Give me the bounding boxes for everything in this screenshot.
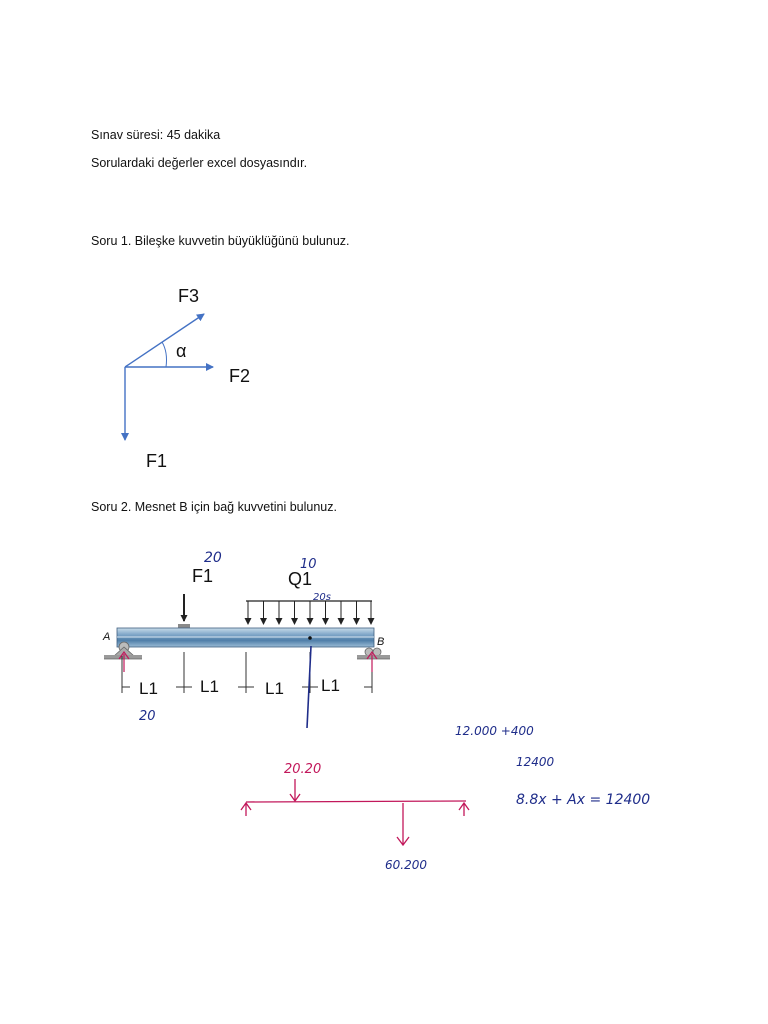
handwritten-load-center: 60.200	[385, 858, 427, 872]
question-1-text: Soru 1. Bileşke kuvvetin büyüklüğünü bulunuz.	[91, 234, 350, 248]
f2-label: F2	[229, 366, 251, 386]
beam-center-dot	[308, 636, 312, 640]
handwritten-q1-value: 10	[300, 557, 317, 572]
support-b-label: B	[377, 636, 385, 648]
handwritten-f1-value: 20	[204, 550, 222, 566]
span-label-2: L1	[200, 677, 219, 696]
exam-duration-text: Sınav süresi: 45 dakika	[91, 128, 221, 142]
beam-q1-label: Q1	[288, 569, 313, 589]
handwritten-q1-extra: 20s	[313, 592, 331, 603]
distributed-load-q1	[246, 601, 372, 624]
force-vector-diagram	[125, 286, 250, 471]
alpha-label: α	[176, 341, 187, 361]
handwritten-load-left: 20.20	[284, 762, 322, 777]
span-label-4: L1	[321, 676, 340, 695]
beam-diagram	[102, 550, 390, 728]
handwritten-span-value: 20	[139, 709, 156, 724]
handwritten-calc-line-2: 12400	[516, 755, 555, 769]
handwritten-calc-line-1: 12.000 +400	[455, 724, 534, 738]
beam-f1-label: F1	[192, 566, 214, 586]
question-2-text: Soru 2. Mesnet B için bağ kuvvetini bulunuz.	[91, 500, 337, 514]
alpha-angle-arc	[162, 342, 167, 367]
f3-vector-arrow	[125, 314, 204, 367]
f3-label: F3	[178, 286, 200, 306]
f1-label: F1	[146, 451, 168, 471]
support-a-label: A	[103, 631, 111, 643]
span-label-3: L1	[265, 679, 284, 698]
load-plate	[178, 624, 190, 628]
span-label-1: L1	[139, 679, 158, 698]
handwritten-calc-line-3: 8.8x + Ax = 12400	[516, 792, 651, 808]
values-note-text: Sorulardaki değerler excel dosyasındır.	[91, 156, 308, 170]
handwritten-free-body-sketch	[241, 779, 469, 845]
